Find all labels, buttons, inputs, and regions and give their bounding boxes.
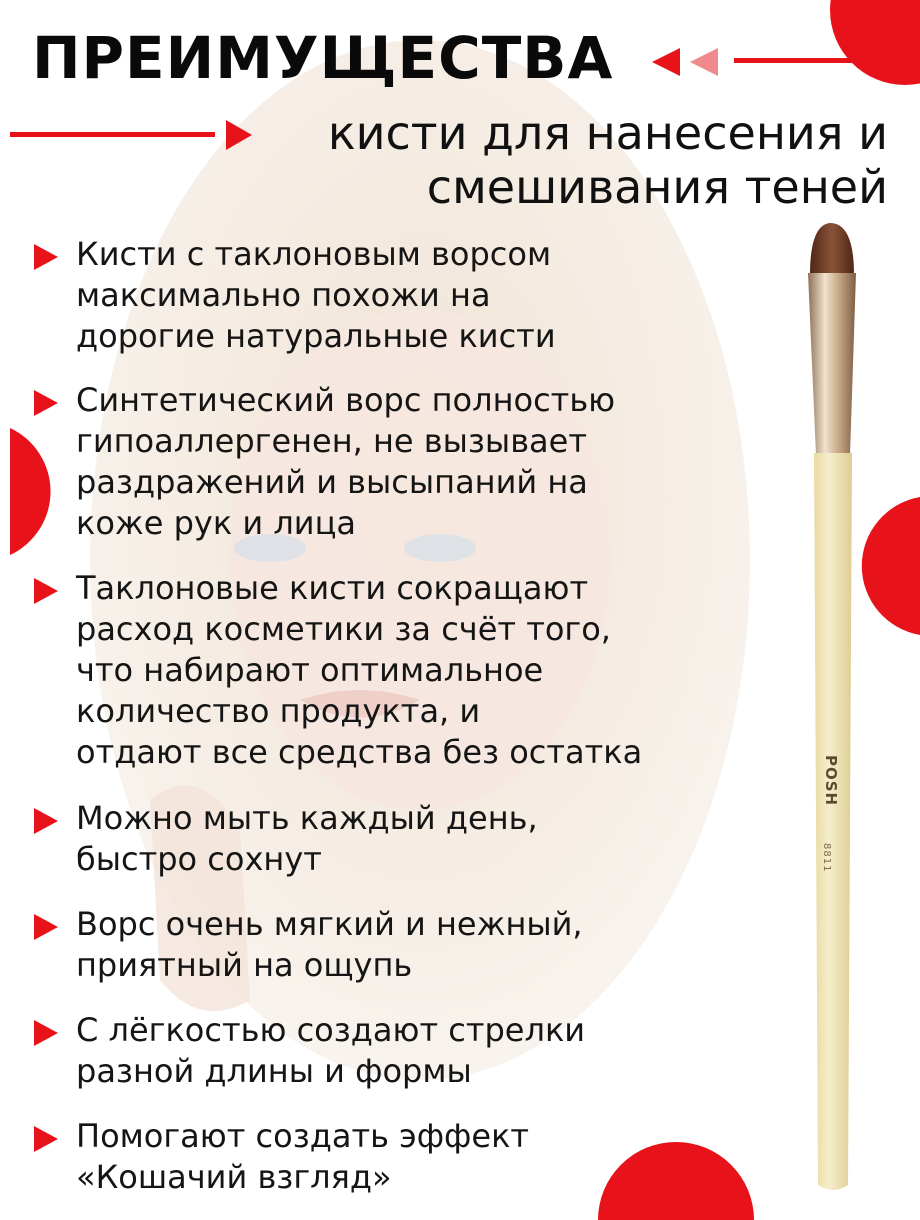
bullet-arrow-icon xyxy=(34,808,58,834)
bullet-arrow-icon xyxy=(34,244,58,270)
page-subtitle-line: кисти для нанесения и xyxy=(327,106,888,160)
benefit-text: Ворс очень мягкий и нежный, приятный на ощупь xyxy=(76,905,583,984)
page-subtitle-line: смешивания теней xyxy=(426,160,888,214)
benefit-text: Можно мыть каждый день, быстро сохнут xyxy=(76,799,538,878)
benefit-text: Синтетический ворс полностью гипоаллергенен, не вызывает раздражений и высыпаний на коже рук и лица xyxy=(76,381,616,542)
benefit-text: С лёгкостью создают стрелки разной длины и формы xyxy=(76,1011,586,1090)
page-title: ПРЕИМУЩЕСТВА xyxy=(32,24,614,92)
bullet-arrow-icon xyxy=(34,390,58,416)
benefit-text: Кисти с таклоновым ворсом максимально похожи на дорогие натуральные кисти xyxy=(76,235,556,355)
benefit-text: Таклоновые кисти сокращают расход косметики за счёт того, что набирают оптимальное количество продукта, и отдают все средства без остатка xyxy=(76,569,643,771)
bullet-arrow-icon xyxy=(34,914,58,940)
bullet-arrow-icon xyxy=(34,1126,58,1152)
brush-model-label: 8811 xyxy=(821,843,832,873)
bullet-arrow-icon xyxy=(34,578,58,604)
brush-brand-label: POSH xyxy=(822,755,840,807)
benefit-text: Помогают создать эффект «Кошачий взгляд» xyxy=(76,1117,530,1196)
bullet-arrow-icon xyxy=(34,1020,58,1046)
